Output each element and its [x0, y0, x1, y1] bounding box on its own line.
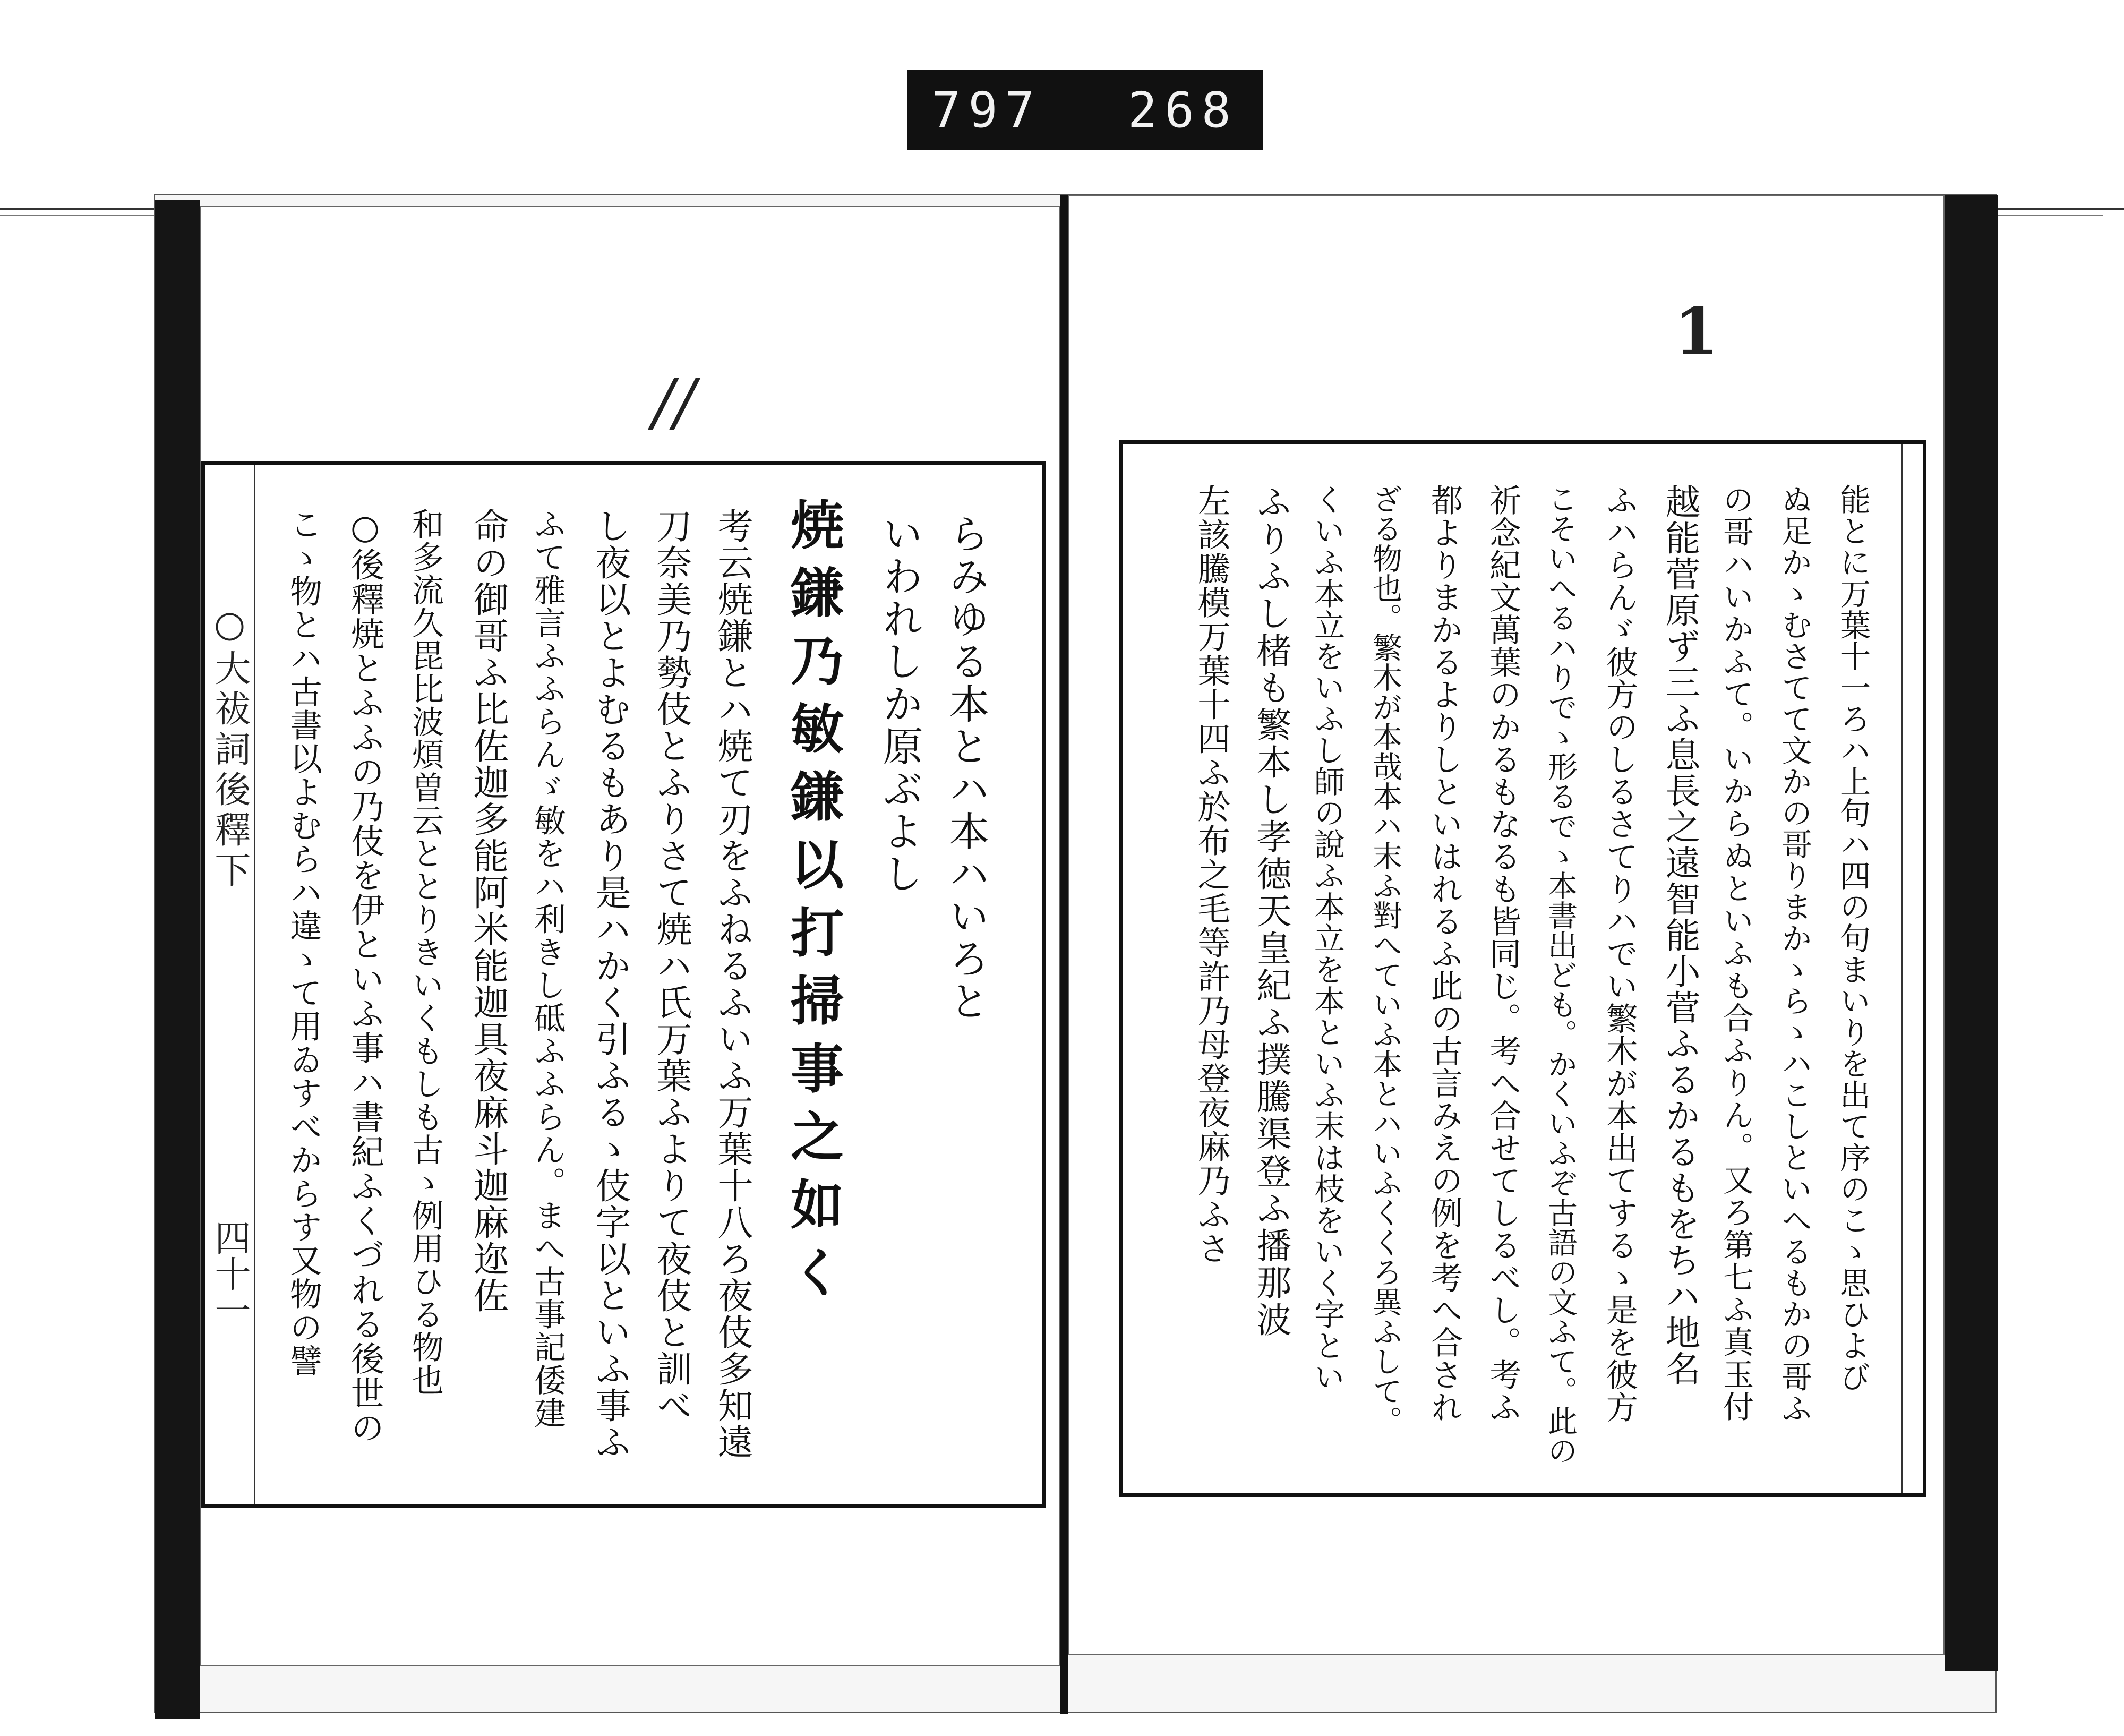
book-gutter	[1060, 195, 1068, 1714]
text-column: 能とに万葉十一ろハ上句ハ四の句まいりを出て序のこゝ思ひよび	[1835, 484, 1871, 1392]
text-column-title: 焼鎌乃敏鎌以打掃事之如く	[782, 497, 844, 1313]
text-column: くいふ本立をいふし師の說ふ本立を本といふ末は枝をいく字とい	[1309, 484, 1345, 1392]
text-column: 和多流久毘比波煩曽云ととりきいくもしも古ゝ例用ひる物也	[407, 508, 444, 1397]
head-strip-rule	[254, 465, 255, 1504]
text-column: ふて雅言ふふらんゞ敏をハ利きし砥ふふらん。まへ古事記倭建	[529, 508, 566, 1430]
left-text-frame	[201, 461, 1046, 1508]
left-page	[200, 206, 1060, 1666]
text-column: し夜以とよむるもあり是ハかく引ふるゝ伎字以といふ事ふ	[590, 508, 631, 1460]
text-column: 考云焼鎌とハ焼て刃をふねるふいふ万葉十八ろ夜伎多知遠	[712, 508, 753, 1460]
right-cover-edge	[1945, 195, 1998, 1671]
text-column: 刀奈美乃勢伎とふりさて焼ハ氏万葉ふよりて夜伎と訓べ	[651, 508, 692, 1424]
text-column: ふハらんゞ彼方のしるさてりハでい繁木が本出てするゝ是を彼方	[1601, 484, 1638, 1423]
folio: 四十一	[209, 1219, 251, 1328]
right-text-frame	[1119, 440, 1926, 1497]
scan-id-right: 268	[1127, 81, 1238, 139]
scan-id-left: 797	[931, 81, 1042, 139]
text-column: らみゆる本とハ本ハいろと	[943, 513, 990, 1023]
left-page-mark: //	[653, 366, 696, 440]
right-page	[1068, 195, 1945, 1655]
scan-id-plate	[907, 70, 1263, 150]
text-column: 越能菅原ず三ふ息長之遠智能小菅ふるかるもをちハ地名	[1659, 484, 1700, 1387]
text-column: いわれしか原ぶよし	[876, 513, 923, 895]
text-column: ○後釋焼とふふの乃伎を伊といふ事ハ書紀ふくづれる後世の	[346, 508, 384, 1445]
text-column: ざる物也。繁木が本哉本ハ末ふ對へていふ本とハいふくくろ異ふして。	[1368, 484, 1402, 1435]
right-margin-rule	[1901, 444, 1903, 1493]
left-cover-edge	[155, 200, 200, 1719]
text-column: 命の御哥ふ比佐迦多能阿米能迦具夜麻斗迦麻迩佐	[468, 508, 509, 1314]
text-column: 左該騰模万葉十四ふ於布之毛等許乃母登夜麻乃ふさ	[1192, 484, 1231, 1265]
text-column: 祈念紀文萬葉のかるもなるも皆同じ。考へ合せてしるべし。考ふ	[1484, 484, 1521, 1423]
text-column: の哥ハいかふて。いからぬといふも合ふりん。又ろ第七ふ真玉付	[1718, 484, 1754, 1423]
text-column: ふりふし楮も繁本し孝徳天皇紀ふ撲騰渠登ふ播那波	[1251, 484, 1291, 1339]
text-column: 都よりまかるよりしといはれるふ此の古言みえの例を考へ合され	[1426, 484, 1463, 1423]
running-head: ○大祓詞後釋下	[209, 603, 251, 892]
text-column: こゝ物とハ古書以よむらハ違ゝて用ゐすべからす又物の譬	[285, 508, 322, 1378]
text-column: こそいへるハりでゝ形るでゝ本書出ども。かくいふぞ古語の文ふて。此の	[1543, 484, 1578, 1465]
book-spread	[154, 194, 1997, 1713]
right-page-mark: 1	[1674, 294, 1719, 369]
text-column: ぬ足かゝむさてて文かの哥りまかゝらゝハこしといへるもかの哥ふ	[1776, 484, 1812, 1424]
